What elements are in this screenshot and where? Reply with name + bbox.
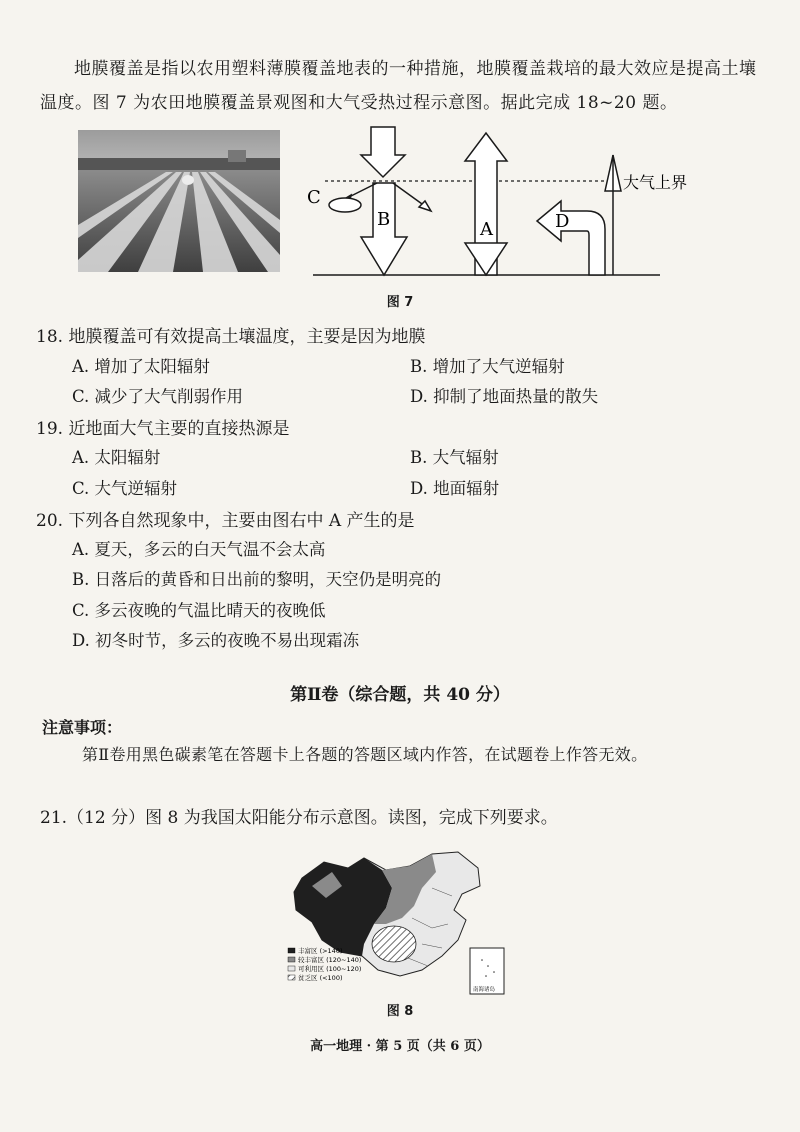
label-B: B xyxy=(377,209,391,230)
legend-rich: 丰富区 (>140) xyxy=(298,947,343,955)
question-19-option-b[interactable]: B. 大气辐射 xyxy=(410,448,499,467)
section-2-title: 第Ⅱ卷（综合题，共 40 分） xyxy=(290,685,510,705)
atmosphere-heating-diagram xyxy=(305,125,725,285)
figure8-caption: 图 8 xyxy=(386,1004,414,1019)
label-C: C xyxy=(307,187,321,208)
question-18-option-a[interactable]: A. 增加了太阳辐射 xyxy=(72,357,210,376)
figure7-caption: 图 7 xyxy=(386,295,414,310)
notice-body: 第Ⅱ卷用黑色碳素笔在答题卡上各题的答题区域内作答，在试题卷上作答无效。 xyxy=(82,745,648,764)
question-18-option-d[interactable]: D. 抑制了地面热量的散失 xyxy=(410,387,599,406)
page-footer: 高一地理 · 第 5 页（共 6 页） xyxy=(310,1039,490,1054)
plastic-mulch-field-photo xyxy=(78,130,280,272)
question-19-option-d[interactable]: D. 地面辐射 xyxy=(410,479,500,498)
question-18-option-b[interactable]: B. 增加了大气逆辐射 xyxy=(410,357,565,376)
question-20-option-d[interactable]: D. 初冬时节，多云的夜晚不易出现霜冻 xyxy=(72,631,360,650)
legend-relatively-rich: 较丰富区 (120~140) xyxy=(298,956,362,964)
question-20-stem: 20. 下列各自然现象中，主要由图右中 A 产生的是 xyxy=(36,511,415,531)
legend-usable: 可利用区 (100~120) xyxy=(298,965,362,973)
region-poor xyxy=(372,926,416,962)
question-20-option-b[interactable]: B. 日落后的黄昏和日出前的黎明，天空仍是明亮的 xyxy=(72,570,442,589)
question-18-option-c[interactable]: C. 减少了大气削弱作用 xyxy=(72,387,244,406)
label-A: A xyxy=(480,219,493,240)
question-21-stem: 21.（12 分）图 8 为我国太阳能分布示意图。读图，完成下列要求。 xyxy=(40,808,558,828)
question-20-option-c[interactable]: C. 多云夜晚的气温比晴天的夜晚低 xyxy=(72,601,326,620)
legend-poor: 贫乏区 (<100) xyxy=(298,974,343,982)
arrow-A-base xyxy=(465,243,507,275)
arrow-D xyxy=(537,201,605,275)
question-19-option-c[interactable]: C. 大气逆辐射 xyxy=(72,479,178,498)
intro-paragraph: 地膜覆盖是指以农用塑料薄膜覆盖地表的一种措施，地膜覆盖栽培的最大效应是提高土壤温度。图 7 为农田地膜覆盖景观图和大气受热过程示意图。据此完成 18~20 题。 xyxy=(40,59,757,113)
label-atmosphere-top: 大气上界 xyxy=(623,173,688,192)
question-19-stem: 19. 近地面大气主要的直接热源是 xyxy=(36,419,290,439)
question-18-stem: 18. 地膜覆盖可有效提高土壤温度，主要是因为地膜 xyxy=(36,327,426,347)
china-solar-energy-map xyxy=(282,848,512,1000)
question-20-option-a[interactable]: A. 夏天，多云的白天气温不会太高 xyxy=(72,540,326,559)
notice-heading: 注意事项： xyxy=(42,718,123,737)
cloud-C xyxy=(329,198,361,212)
incoming-solar-arrow xyxy=(361,127,405,177)
question-19-option-a[interactable]: A. 太阳辐射 xyxy=(72,448,161,467)
label-D: D xyxy=(555,211,570,232)
inset-label: 南海诸岛 xyxy=(473,987,496,993)
